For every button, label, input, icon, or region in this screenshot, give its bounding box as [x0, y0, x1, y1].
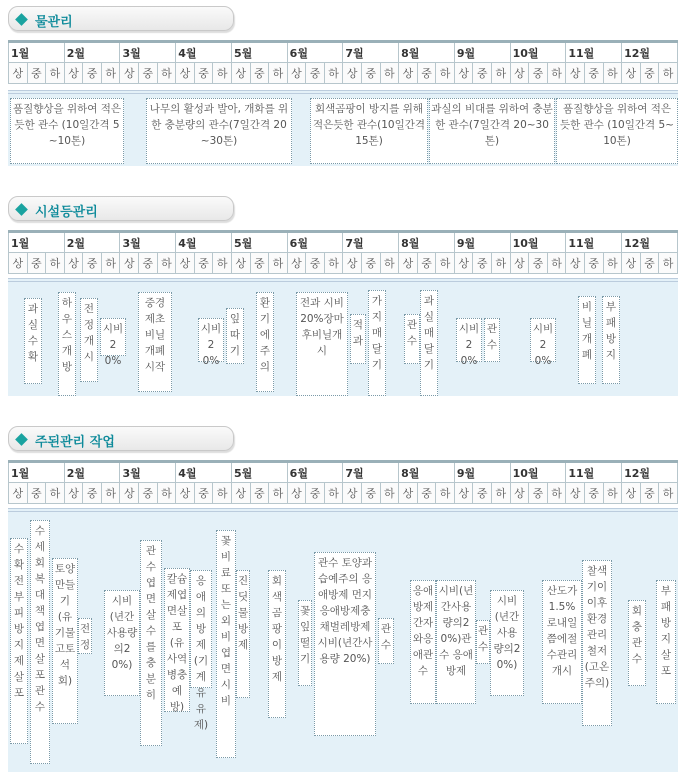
task-box: 전과 시비20%장마후비닐개시	[296, 292, 348, 396]
month-header: 11월	[566, 232, 622, 253]
task-box: 꽃비료또는외비엽면시비	[216, 530, 236, 758]
task-box: 품질향상을 위하여 적은듯한 관수 (10일간격 5~10톤)	[556, 98, 678, 164]
level-cell: 상	[343, 63, 362, 84]
task-box: 과실수확	[24, 298, 42, 384]
level-cell: 중	[529, 483, 548, 504]
level-cell: 상	[231, 483, 250, 504]
level-cell: 상	[9, 483, 28, 504]
level-cell: 중	[640, 253, 659, 274]
level-cell: 상	[120, 253, 139, 274]
level-cell: 하	[157, 63, 176, 84]
level-cell: 중	[27, 483, 46, 504]
level-cell: 중	[250, 63, 269, 84]
level-cell: 상	[231, 63, 250, 84]
task-box: 진딧물방제	[236, 570, 250, 698]
month-header: 7월	[343, 232, 399, 253]
level-cell: 상	[287, 63, 306, 84]
task-box: 하우스개방	[58, 292, 76, 396]
month-header: 7월	[343, 462, 399, 483]
month-header: 6월	[287, 42, 343, 63]
task-box: 관수	[476, 620, 490, 664]
month-header: 9월	[454, 232, 510, 253]
section-tab	[8, 426, 234, 451]
month-header: 4월	[176, 42, 232, 63]
section-title: 주된관리 작업	[35, 435, 115, 450]
level-cell: 하	[380, 483, 399, 504]
task-box: 부패방지살포	[656, 580, 676, 704]
level-cell: 하	[603, 63, 622, 84]
level-cell: 하	[436, 63, 455, 84]
task-box: 품질향상을 위하여 적은듯한 관수 (10일간격 5~10톤)	[10, 98, 124, 164]
level-cell: 상	[64, 483, 83, 504]
month-header: 11월	[566, 462, 622, 483]
task-box: 적과	[350, 314, 366, 364]
level-cell: 하	[547, 63, 566, 84]
month-header: 3월	[120, 232, 176, 253]
task-box: 과실의 비대를 위하여 충분한 관수(7일간격 20~30톤)	[429, 98, 555, 164]
level-cell: 중	[417, 63, 436, 84]
level-cell: 중	[584, 63, 603, 84]
month-header: 7월	[343, 42, 399, 63]
level-cell: 하	[157, 253, 176, 274]
task-box: 관수	[404, 314, 420, 364]
task-box: 수확전부피방지제살포	[10, 538, 28, 744]
level-cell: 상	[399, 63, 418, 84]
level-cell: 중	[139, 253, 158, 274]
month-header: 11월	[566, 42, 622, 63]
level-cell: 상	[399, 483, 418, 504]
task-box: 관수 토양과 습예주의 응애방제 먼지응애방제충채벌레방제 시비(년간사용량 20%)	[314, 552, 376, 736]
level-cell: 중	[83, 63, 102, 84]
level-cell: 하	[101, 63, 120, 84]
task-box: 시비(년간사용량의20%)	[104, 590, 140, 696]
month-header: 6월	[287, 462, 343, 483]
section-facility-management	[8, 196, 678, 406]
level-cell: 하	[659, 63, 678, 84]
task-box: 가지매달기	[368, 290, 386, 396]
level-cell: 하	[492, 63, 511, 84]
levels-row	[9, 483, 678, 504]
task-box: 찰색기이이후환경관리철저(고온주의)	[582, 560, 612, 726]
month-header: 1월	[9, 462, 65, 483]
bullet-icon	[15, 433, 28, 446]
task-box: 시비20%	[456, 318, 482, 362]
level-cell: 하	[46, 253, 65, 274]
level-cell: 하	[659, 253, 678, 274]
level-cell: 하	[436, 483, 455, 504]
level-cell: 상	[176, 63, 195, 84]
level-cell: 중	[306, 483, 325, 504]
level-cell: 하	[380, 63, 399, 84]
level-cell: 중	[250, 253, 269, 274]
level-cell: 하	[547, 483, 566, 504]
level-cell: 하	[213, 63, 232, 84]
level-cell: 중	[361, 253, 380, 274]
level-cell: 상	[64, 253, 83, 274]
level-cell: 하	[380, 253, 399, 274]
calendar-grid	[8, 40, 678, 84]
level-cell: 상	[566, 253, 585, 274]
task-box: 환기에주의	[256, 292, 274, 392]
levels-row	[9, 63, 678, 84]
level-cell: 하	[213, 253, 232, 274]
level-cell: 상	[622, 483, 641, 504]
month-header: 3월	[120, 462, 176, 483]
level-cell: 중	[529, 63, 548, 84]
task-box: 응애의방제(기계유유제)	[190, 570, 212, 688]
level-cell: 중	[640, 483, 659, 504]
task-box: 시비(년간사용량의20%)	[490, 590, 524, 696]
task-box: 관수	[378, 618, 394, 664]
level-cell: 상	[454, 253, 473, 274]
level-cell: 상	[622, 253, 641, 274]
month-header: 10월	[510, 462, 566, 483]
task-box: 비닐개폐	[578, 296, 596, 384]
task-box: 부패방지	[602, 296, 620, 384]
months-row	[9, 462, 678, 483]
task-box: 시비(년간사용량의20%)관수 응애방제	[436, 580, 476, 704]
level-cell: 하	[101, 483, 120, 504]
task-box: 전정	[78, 618, 92, 654]
month-header: 8월	[399, 42, 455, 63]
task-box: 회충관수	[628, 600, 646, 686]
level-cell: 상	[231, 253, 250, 274]
level-cell: 하	[492, 253, 511, 274]
level-cell: 상	[9, 63, 28, 84]
level-cell: 상	[454, 483, 473, 504]
level-cell: 중	[27, 63, 46, 84]
level-cell: 하	[324, 253, 343, 274]
level-cell: 중	[194, 63, 213, 84]
task-box: 토양만들기(유기물고토석회)	[52, 558, 78, 724]
task-box: 시비20%	[530, 318, 556, 362]
months-row	[9, 42, 678, 63]
task-box: 칼슘제엽면살포(유사역병충예방)	[164, 568, 190, 712]
levels-row	[9, 253, 678, 274]
task-box: 회색곰팡이 방지를 위해 적은듯한 관수(10일간격 15톤)	[310, 98, 428, 164]
level-cell: 중	[194, 483, 213, 504]
month-header: 4월	[176, 232, 232, 253]
level-cell: 상	[399, 253, 418, 274]
level-cell: 상	[9, 253, 28, 274]
level-cell: 하	[659, 483, 678, 504]
task-box: 꽃잎떨기	[298, 600, 312, 686]
task-box: 전정개시	[80, 298, 98, 382]
level-cell: 상	[510, 483, 529, 504]
level-cell: 상	[176, 483, 195, 504]
level-cell: 중	[473, 253, 492, 274]
task-box: 중경제초비닐개폐시작	[138, 292, 172, 392]
task-box: 회색곰팡이방제	[268, 570, 286, 718]
task-box: 응애방제간자와응애관수	[410, 580, 436, 704]
level-cell: 하	[324, 63, 343, 84]
level-cell: 중	[417, 253, 436, 274]
level-cell: 중	[529, 253, 548, 274]
level-cell: 하	[269, 63, 288, 84]
month-header: 12월	[622, 42, 678, 63]
level-cell: 하	[46, 483, 65, 504]
month-header: 5월	[231, 232, 287, 253]
section-title: 시설등관리	[35, 205, 98, 220]
month-header: 6월	[287, 232, 343, 253]
level-cell: 하	[436, 253, 455, 274]
month-header: 2월	[64, 462, 120, 483]
level-cell: 중	[584, 483, 603, 504]
month-header: 10월	[510, 232, 566, 253]
level-cell: 상	[566, 483, 585, 504]
level-cell: 상	[510, 253, 529, 274]
level-cell: 중	[250, 483, 269, 504]
level-cell: 중	[139, 483, 158, 504]
task-box: 관수엽면살수를충분히	[140, 540, 162, 746]
level-cell: 중	[584, 253, 603, 274]
month-header: 1월	[9, 42, 65, 63]
level-cell: 상	[510, 63, 529, 84]
level-cell: 중	[473, 63, 492, 84]
month-header: 10월	[510, 42, 566, 63]
level-cell: 중	[473, 483, 492, 504]
month-header: 8월	[399, 232, 455, 253]
month-header: 8월	[399, 462, 455, 483]
month-header: 1월	[9, 232, 65, 253]
level-cell: 하	[157, 483, 176, 504]
level-cell: 상	[454, 63, 473, 84]
task-box: 산도가1.5%로내일쯤에절수관리개시	[542, 580, 582, 704]
level-cell: 중	[83, 483, 102, 504]
task-box: 수세회복대책엽면살포관수	[30, 520, 50, 764]
task-box: 관수	[484, 318, 500, 362]
section-water-management	[8, 4, 678, 174]
level-cell: 상	[566, 63, 585, 84]
bullet-icon	[15, 203, 28, 216]
month-header: 5월	[231, 42, 287, 63]
level-cell: 하	[46, 63, 65, 84]
month-header: 9월	[454, 42, 510, 63]
month-header: 5월	[231, 462, 287, 483]
month-header: 12월	[622, 462, 678, 483]
task-box: 과실매달기	[420, 290, 438, 396]
level-cell: 상	[120, 483, 139, 504]
months-row	[9, 232, 678, 253]
section-main-tasks	[8, 426, 678, 776]
level-cell: 상	[343, 483, 362, 504]
level-cell: 하	[603, 483, 622, 504]
level-cell: 하	[603, 253, 622, 274]
level-cell: 상	[622, 63, 641, 84]
month-header: 12월	[622, 232, 678, 253]
month-header: 4월	[176, 462, 232, 483]
level-cell: 상	[287, 483, 306, 504]
level-cell: 상	[287, 253, 306, 274]
section-tab	[8, 6, 234, 31]
task-box: 시비20%	[100, 318, 126, 356]
level-cell: 하	[547, 253, 566, 274]
month-header: 2월	[64, 232, 120, 253]
level-cell: 중	[83, 253, 102, 274]
level-cell: 중	[361, 63, 380, 84]
level-cell: 하	[492, 483, 511, 504]
calendar-grid	[8, 460, 678, 504]
level-cell: 하	[324, 483, 343, 504]
level-cell: 상	[120, 63, 139, 84]
month-header: 9월	[454, 462, 510, 483]
calendar-grid	[8, 230, 678, 274]
section-title: 물관리	[35, 15, 73, 30]
month-header: 2월	[64, 42, 120, 63]
task-box: 시비20%	[198, 318, 224, 362]
level-cell: 하	[269, 253, 288, 274]
task-box: 나무의 활성과 발아, 개화를 위한 충분량의 관수(7일간격 20~30톤)	[146, 98, 292, 164]
section-tab	[8, 196, 234, 221]
level-cell: 상	[64, 63, 83, 84]
level-cell: 상	[343, 253, 362, 274]
level-cell: 중	[361, 483, 380, 504]
month-header: 3월	[120, 42, 176, 63]
level-cell: 상	[176, 253, 195, 274]
level-cell: 중	[194, 253, 213, 274]
level-cell: 중	[27, 253, 46, 274]
bullet-icon	[15, 13, 28, 26]
level-cell: 하	[213, 483, 232, 504]
level-cell: 중	[306, 63, 325, 84]
level-cell: 중	[306, 253, 325, 274]
level-cell: 중	[139, 63, 158, 84]
task-box: 잎따기	[226, 308, 244, 364]
level-cell: 중	[417, 483, 436, 504]
level-cell: 중	[640, 63, 659, 84]
level-cell: 하	[269, 483, 288, 504]
level-cell: 하	[101, 253, 120, 274]
